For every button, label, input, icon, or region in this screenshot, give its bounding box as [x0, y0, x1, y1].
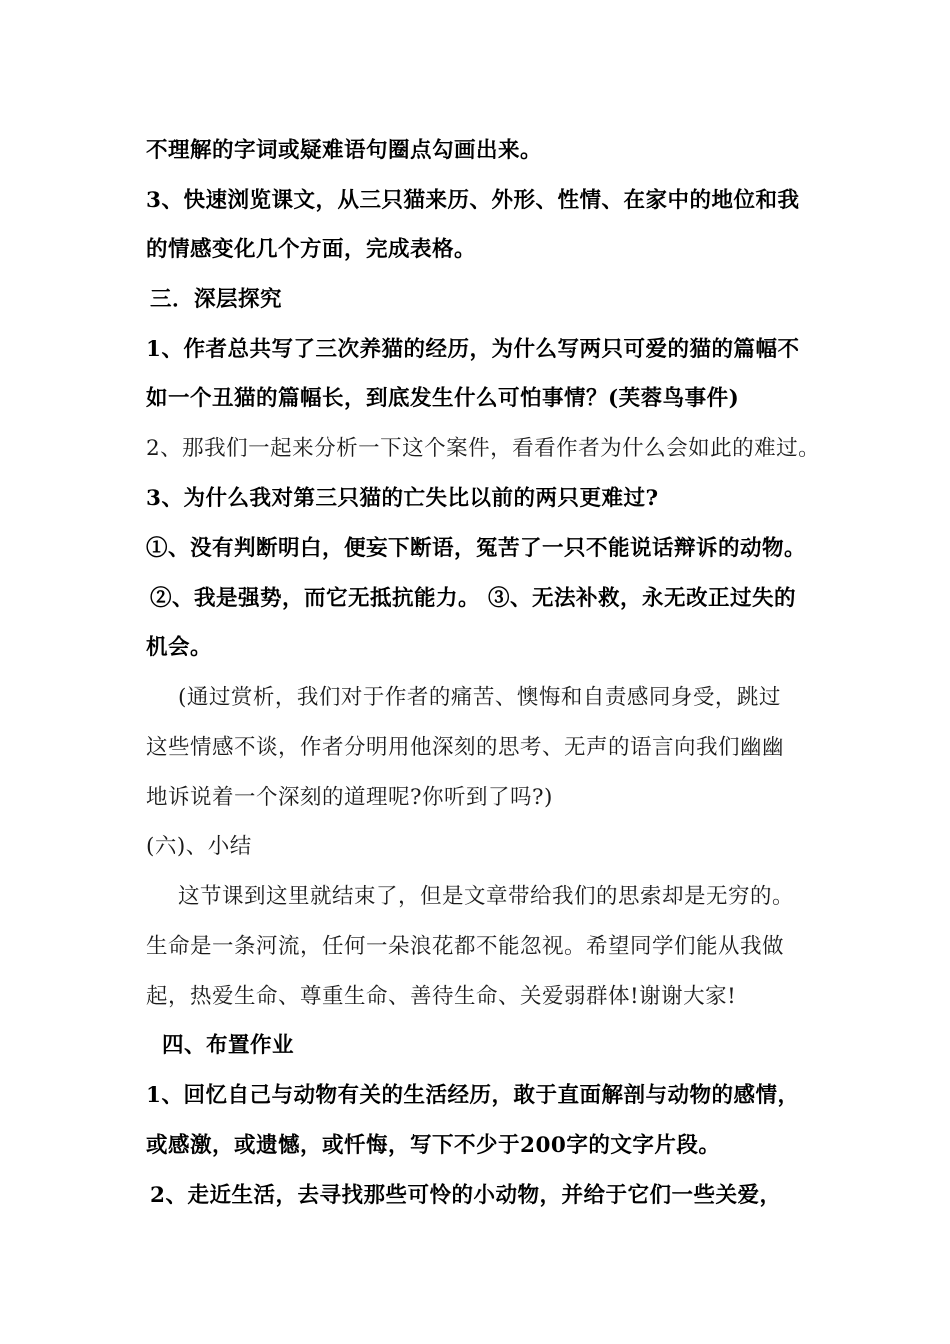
text-line: 机会。 — [146, 635, 213, 660]
section-heading: 三．深层探究 — [150, 287, 283, 312]
text-line: 2、那我们一起来分析一下这个案件，看看作者为什么会如此的难过。 — [146, 436, 821, 461]
text-line: 地诉说着一个深刻的道理呢?你听到了吗?) — [146, 785, 553, 810]
text-line: 这些情感不谈，作者分明用他深刻的思考、无声的语言向我们幽幽 — [146, 735, 785, 760]
text-line: ②、我是强势，而它无抵抗能力。 ③、无法补救，永无改正过失的 — [150, 586, 796, 611]
text-line: ①、没有判断明白，便妄下断语，冤苦了一只不能说话辩诉的动物。 — [146, 536, 807, 561]
text-line: (通过赏析，我们对于作者的痛苦、懊悔和自责感同身受，跳过 — [178, 685, 781, 710]
text-line: 如一个丑猫的篇幅长，到底发生什么可怕事情？(芙蓉鸟事件) — [146, 386, 740, 411]
text-line: 1、作者总共写了三次养猫的经历，为什么写两只可爱的猫的篇幅不 — [146, 337, 800, 362]
text-line: 1、回忆自己与动物有关的生活经历，敢于直面解剖与动物的感情， — [146, 1083, 800, 1108]
text-line: 起，热爱生命、尊重生命、善待生命、关爱弱群体!谢谢大家! — [146, 984, 737, 1009]
section-heading: (六)、小结 — [146, 834, 252, 859]
section-heading: 四、布置作业 — [162, 1033, 295, 1058]
text-line: 3、快速浏览课文，从三只猫来历、外形、性情、在家中的地位和我 — [146, 188, 800, 213]
text-line: 2、走近生活，去寻找那些可怜的小动物，并给于它们一些关爱， — [150, 1183, 782, 1208]
text-line: 的情感变化几个方面，完成表格。 — [146, 237, 477, 262]
text-line: 3、为什么我对第三只猫的亡失比以前的两只更难过? — [146, 486, 659, 511]
text-line: 不理解的字词或疑难语句圈点勾画出来。 — [146, 138, 543, 163]
text-line: 或感激，或遗憾，或忏悔，写下不少于200字的文字片段。 — [146, 1133, 721, 1158]
text-line: 生命是一条河流，任何一朵浪花都不能忽视。希望同学们能从我做 — [146, 934, 785, 959]
text-line: 这节课到这里就结束了，但是文章带给我们的思索却是无穷的。 — [178, 884, 795, 909]
